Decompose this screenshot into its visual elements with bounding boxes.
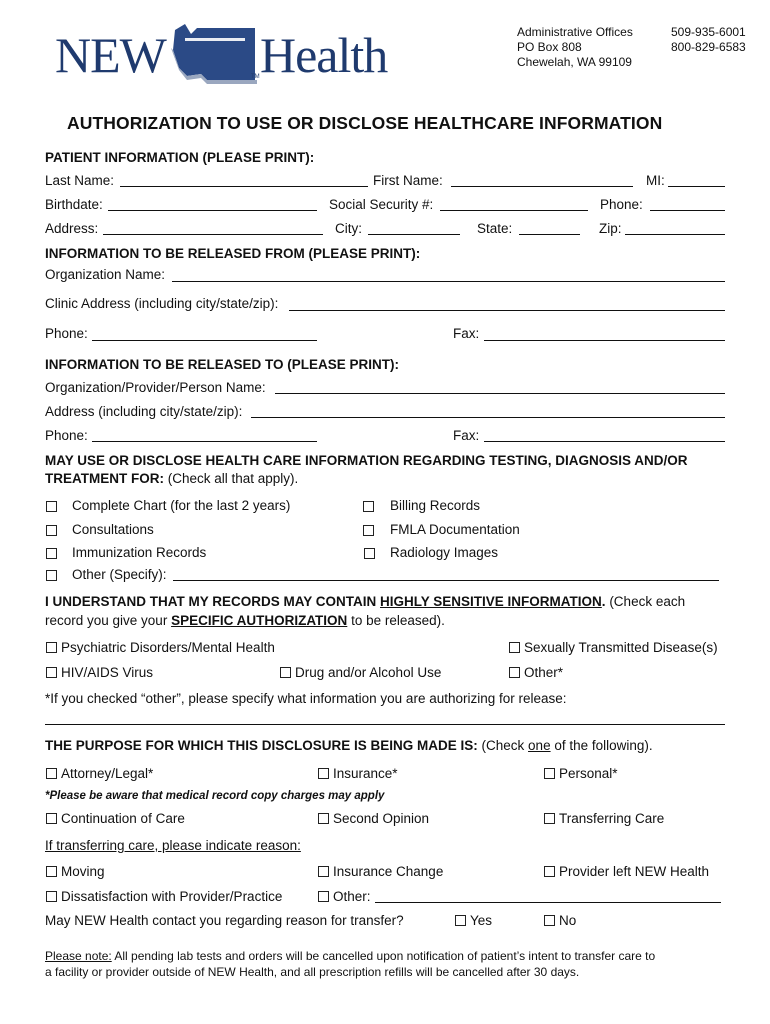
city-label: City:: [335, 221, 362, 236]
purpose-other-option[interactable]: [318, 889, 371, 905]
logo: [55, 14, 395, 84]
billing-records-label: Billing Records: [390, 498, 481, 513]
checkbox-insurance[interactable]: [318, 768, 329, 779]
state-field[interactable]: [519, 234, 580, 235]
personal-option[interactable]: [544, 766, 618, 782]
other-note: *If you checked “other”, please specify what information you are authorizing for release:: [45, 691, 567, 706]
sensitive-period: .: [601, 594, 606, 609]
admin-address: [517, 25, 633, 70]
last-name-field[interactable]: [120, 186, 368, 187]
hiv-label: HIV/AIDS Virus: [61, 665, 154, 680]
to-address-label: Address (including city/state/zip):: [45, 404, 243, 419]
to-org-field[interactable]: [275, 393, 725, 394]
logo-word-new: NEW: [55, 27, 166, 83]
first-name-field[interactable]: [451, 186, 633, 187]
sensitive-other-option[interactable]: [509, 665, 563, 681]
sensitive-other-label: Other*: [524, 665, 564, 680]
washington-state-icon: [167, 20, 262, 86]
std-label: Sexually Transmitted Disease(s): [524, 640, 718, 655]
immunization-label: Immunization Records: [72, 545, 207, 560]
address-line: PO Box 808: [517, 40, 582, 54]
attorney-option[interactable]: [46, 766, 153, 782]
check-each-text: (Check each: [605, 594, 686, 609]
checkbox-sensitive-other[interactable]: [509, 667, 520, 678]
birthdate-field[interactable]: [108, 210, 317, 211]
from-fax-label: Fax:: [453, 326, 480, 341]
from-phone-field[interactable]: [92, 340, 317, 341]
logo-word-health: Health: [260, 27, 388, 83]
consultations-label: Consultations: [72, 522, 154, 537]
drug-option[interactable]: [280, 665, 441, 681]
sensitive-heading-line2: [45, 613, 445, 629]
no-label: No: [559, 913, 577, 928]
from-phone-label: Phone:: [45, 326, 88, 341]
transfer-reason-heading: If transferring care, please indicate reason:: [45, 838, 301, 853]
contact-question: May NEW Health contact you regarding reason for transfer?: [45, 913, 404, 928]
provider-left-label: Provider left NEW Health: [559, 864, 710, 879]
ssn-field[interactable]: [440, 210, 588, 211]
checkbox-other-specify[interactable]: [46, 570, 57, 581]
checkbox-radiology[interactable]: [364, 548, 375, 559]
yes-option[interactable]: [455, 913, 492, 929]
checkbox-yes[interactable]: [455, 915, 466, 926]
record-you-give-text: record you give your: [45, 613, 172, 628]
disclose-heading: MAY USE OR DISCLOSE HEALTH CARE INFORMATION REGARDING TESTING, DIAGNOSIS AND/OR: [45, 453, 688, 468]
checkbox-consultations[interactable]: [46, 525, 57, 536]
address-line: Chewelah, WA 99109: [517, 55, 632, 69]
address-label: Address:: [45, 221, 99, 236]
radiology-label: Radiology Images: [390, 545, 499, 560]
patient-phone-label: Phone:: [600, 197, 643, 212]
charges-note: *Please be aware that medical record copy charges may apply: [45, 790, 385, 802]
please-note-label: Please note:: [45, 949, 112, 963]
attorney-label: Attorney/Legal*: [61, 766, 154, 781]
to-phone-field[interactable]: [92, 441, 317, 442]
checkbox-provider-left[interactable]: [544, 866, 555, 877]
checkbox-dissatisfaction[interactable]: [46, 891, 57, 902]
zip-label: Zip:: [599, 221, 622, 236]
provider-left-option[interactable]: [544, 864, 709, 880]
to-be-released-text: to be released).: [347, 613, 445, 628]
patient-section-heading: PATIENT INFORMATION (PLEASE PRINT):: [45, 150, 315, 165]
checkbox-attorney[interactable]: [46, 768, 57, 779]
address-line: Administrative Offices: [517, 25, 633, 39]
treatment-for-label: TREATMENT FOR:: [45, 471, 164, 486]
footer-note-line1: [45, 948, 655, 964]
checkbox-complete-chart[interactable]: [46, 501, 57, 512]
purpose-one: one: [528, 738, 551, 753]
phone-number: 800-829-6583: [671, 40, 746, 54]
address-field[interactable]: [103, 234, 323, 235]
trademark-mark: TM: [251, 74, 260, 80]
highly-sensitive-text: HIGHLY SENSITIVE INFORMATION: [380, 594, 602, 609]
from-org-field[interactable]: [172, 281, 725, 282]
checkbox-second-opinion[interactable]: [318, 813, 329, 824]
purpose-heading-bold: THE PURPOSE FOR WHICH THIS DISCLOSURE IS BEING MADE IS:: [45, 738, 478, 753]
disclose-heading-line2: [45, 471, 298, 487]
specific-authorization-text: SPECIFIC AUTHORIZATION: [171, 613, 348, 628]
sensitive-heading-a: I UNDERSTAND THAT MY RECORDS MAY CONTAIN: [45, 594, 381, 609]
footer-note-text2: a facility or provider outside of NEW Health, and all prescription refills will be cancelled after 30 days.: [45, 965, 580, 979]
personal-label: Personal*: [559, 766, 618, 781]
dissatisfaction-option[interactable]: [46, 889, 282, 905]
to-fax-field[interactable]: [484, 441, 725, 442]
insurance-change-label: Insurance Change: [333, 864, 444, 879]
yes-label: Yes: [470, 913, 493, 928]
insurance-option[interactable]: [318, 766, 398, 782]
no-option[interactable]: [544, 913, 576, 929]
transferring-option[interactable]: [544, 811, 664, 827]
moving-label: Moving: [61, 864, 105, 879]
to-phone-label: Phone:: [45, 428, 88, 443]
insurance-label: Insurance*: [333, 766, 398, 781]
zip-field[interactable]: [625, 234, 725, 235]
to-address-field[interactable]: [251, 417, 725, 418]
purpose-heading-b: of the following).: [550, 738, 653, 753]
released-from-heading: INFORMATION TO BE RELEASED FROM (PLEASE PRINT):: [45, 246, 421, 261]
checkbox-continuation[interactable]: [46, 813, 57, 824]
to-org-label: Organization/Provider/Person Name:: [45, 380, 266, 395]
mi-label: MI:: [646, 173, 665, 188]
second-opinion-option[interactable]: [318, 811, 429, 827]
admin-phones: [671, 25, 746, 55]
std-option[interactable]: [509, 640, 718, 656]
checkbox-moving[interactable]: [46, 866, 57, 877]
complete-chart-label: Complete Chart (for the last 2 years): [72, 498, 291, 513]
drug-label: Drug and/or Alcohol Use: [295, 665, 442, 680]
purpose-heading: [45, 738, 653, 754]
ssn-label: Social Security #:: [329, 197, 434, 212]
insurance-change-option[interactable]: [318, 864, 443, 880]
continuation-label: Continuation of Care: [61, 811, 185, 826]
check-all-note: (Check all that apply).: [163, 471, 299, 486]
psych-label: Psychiatric Disorders/Mental Health: [61, 640, 275, 655]
checkbox-hiv[interactable]: [46, 667, 57, 678]
checkbox-billing-records[interactable]: [363, 501, 374, 512]
released-to-heading: INFORMATION TO BE RELEASED TO (PLEASE PRINT):: [45, 357, 400, 372]
second-opinion-label: Second Opinion: [333, 811, 430, 826]
from-fax-field[interactable]: [484, 340, 725, 341]
dissatisfaction-label: Dissatisfaction with Provider/Practice: [61, 889, 283, 904]
checkbox-std[interactable]: [509, 642, 520, 653]
moving-option[interactable]: [46, 864, 105, 880]
checkbox-transferring[interactable]: [544, 813, 555, 824]
continuation-option[interactable]: [46, 811, 185, 827]
state-label: State:: [477, 221, 513, 236]
footer-note-text1: All pending lab tests and orders will be cancelled upon notification of patient’s intent to transfer care to: [111, 949, 656, 963]
to-fax-label: Fax:: [453, 428, 480, 443]
clinic-address-label: Clinic Address (including city/state/zip):: [45, 296, 279, 311]
hiv-option[interactable]: [46, 665, 153, 681]
checkbox-insurance-change[interactable]: [318, 866, 329, 877]
fmla-label: FMLA Documentation: [390, 522, 520, 537]
mi-field[interactable]: [668, 186, 725, 187]
checkbox-drug[interactable]: [280, 667, 291, 678]
psych-option[interactable]: [46, 640, 275, 656]
checkbox-no[interactable]: [544, 915, 555, 926]
birthdate-label: Birthdate:: [45, 197, 103, 212]
from-org-label: Organization Name:: [45, 267, 166, 282]
sensitive-heading: [45, 594, 685, 610]
form-title: AUTHORIZATION TO USE OR DISCLOSE HEALTHCARE INFORMATION: [67, 113, 663, 133]
footer-note: [45, 948, 655, 980]
checkbox-psych[interactable]: [46, 642, 57, 653]
other-info-field[interactable]: [45, 724, 725, 725]
clinic-address-field[interactable]: [289, 310, 725, 311]
other-specify-label: Other (Specify):: [72, 567, 167, 582]
last-name-label: Last Name:: [45, 173, 115, 188]
checkbox-fmla[interactable]: [363, 525, 374, 536]
purpose-other-label: Other:: [333, 889, 371, 904]
other-specify-field[interactable]: [173, 580, 719, 581]
purpose-other-field[interactable]: [375, 902, 721, 903]
checkbox-purpose-other[interactable]: [318, 891, 329, 902]
patient-phone-field[interactable]: [650, 210, 725, 211]
first-name-label: First Name:: [373, 173, 443, 188]
checkbox-personal[interactable]: [544, 768, 555, 779]
purpose-heading-a: (Check: [477, 738, 529, 753]
phone-number: 509-935-6001: [671, 25, 746, 39]
transferring-label: Transferring Care: [559, 811, 665, 826]
checkbox-immunization[interactable]: [46, 548, 57, 559]
city-field[interactable]: [368, 234, 460, 235]
